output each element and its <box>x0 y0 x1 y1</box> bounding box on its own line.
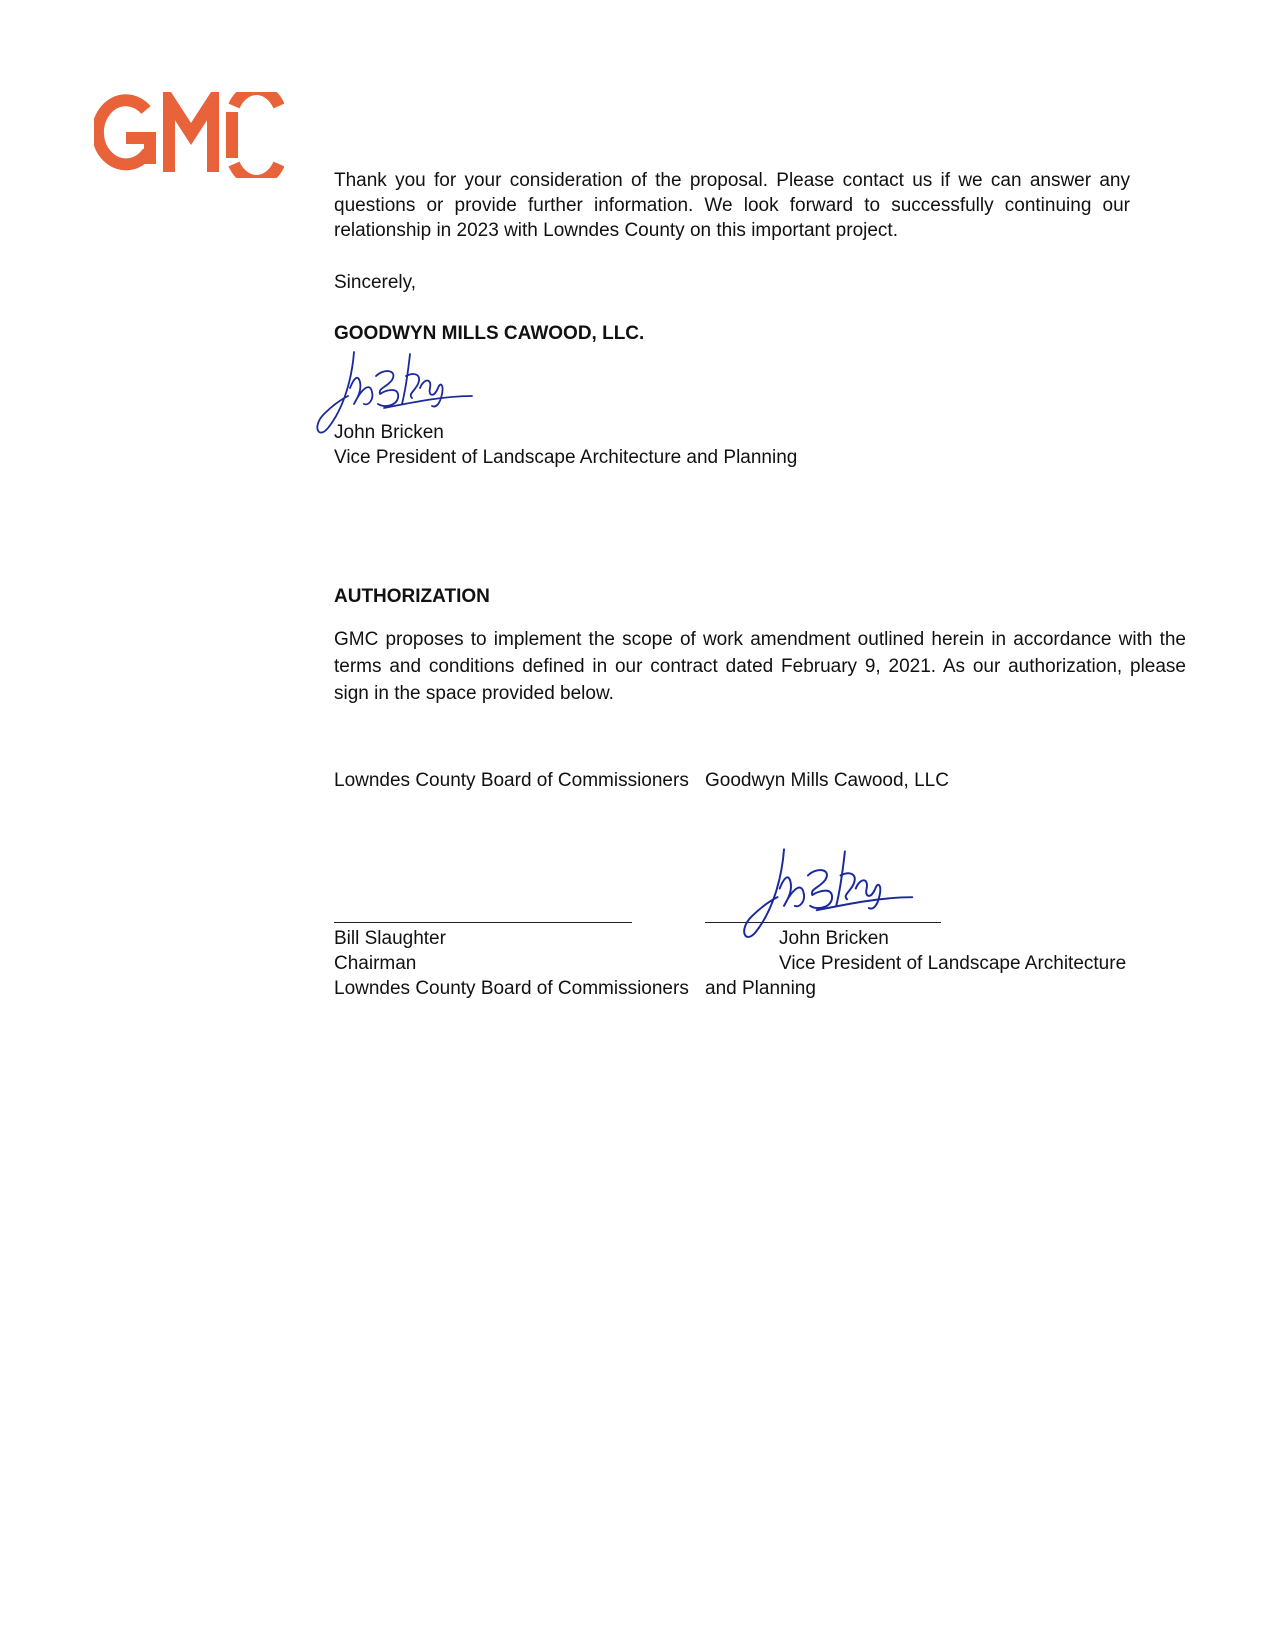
closing-paragraph: Thank you for your consideration of the proposal. Please contact us if we can answer any questions or provide further information. We look forward to successfully continuing our relationship in 2023 with Lowndes County on this important project. <box>334 170 1130 241</box>
left-signer-title: Chairman <box>334 953 417 974</box>
right-signer-title-cont: and Planning <box>705 978 816 999</box>
right-signer-title: Vice President of Landscape Architecture <box>779 953 1127 974</box>
left-signature-line <box>334 922 632 923</box>
left-signer-org: Lowndes County Board of Commissioners <box>334 978 689 999</box>
left-party-label: Lowndes County Board of Commissioners <box>334 770 689 791</box>
company-name: GOODWYN MILLS CAWOOD, LLC. <box>334 323 645 344</box>
right-signer-name: John Bricken <box>779 928 889 949</box>
authorization-body: GMC proposes to implement the scope of work amendment outlined herein in accordance with the terms and conditions defined in our contract dated February 9, 2021. As our authorization, please sign in the space provided below. <box>334 629 1186 704</box>
signer-title: Vice President of Landscape Architecture and Planning <box>334 447 798 468</box>
signer-name: John Bricken <box>334 422 444 443</box>
salutation: Sincerely, <box>334 272 417 293</box>
logo-text: GMC <box>94 92 97 93</box>
gmc-logo <box>94 92 284 178</box>
right-party-label: Goodwyn Mills Cawood, LLC <box>705 770 949 791</box>
authorization-heading: AUTHORIZATION <box>334 586 490 607</box>
left-signer-name: Bill Slaughter <box>334 928 446 949</box>
